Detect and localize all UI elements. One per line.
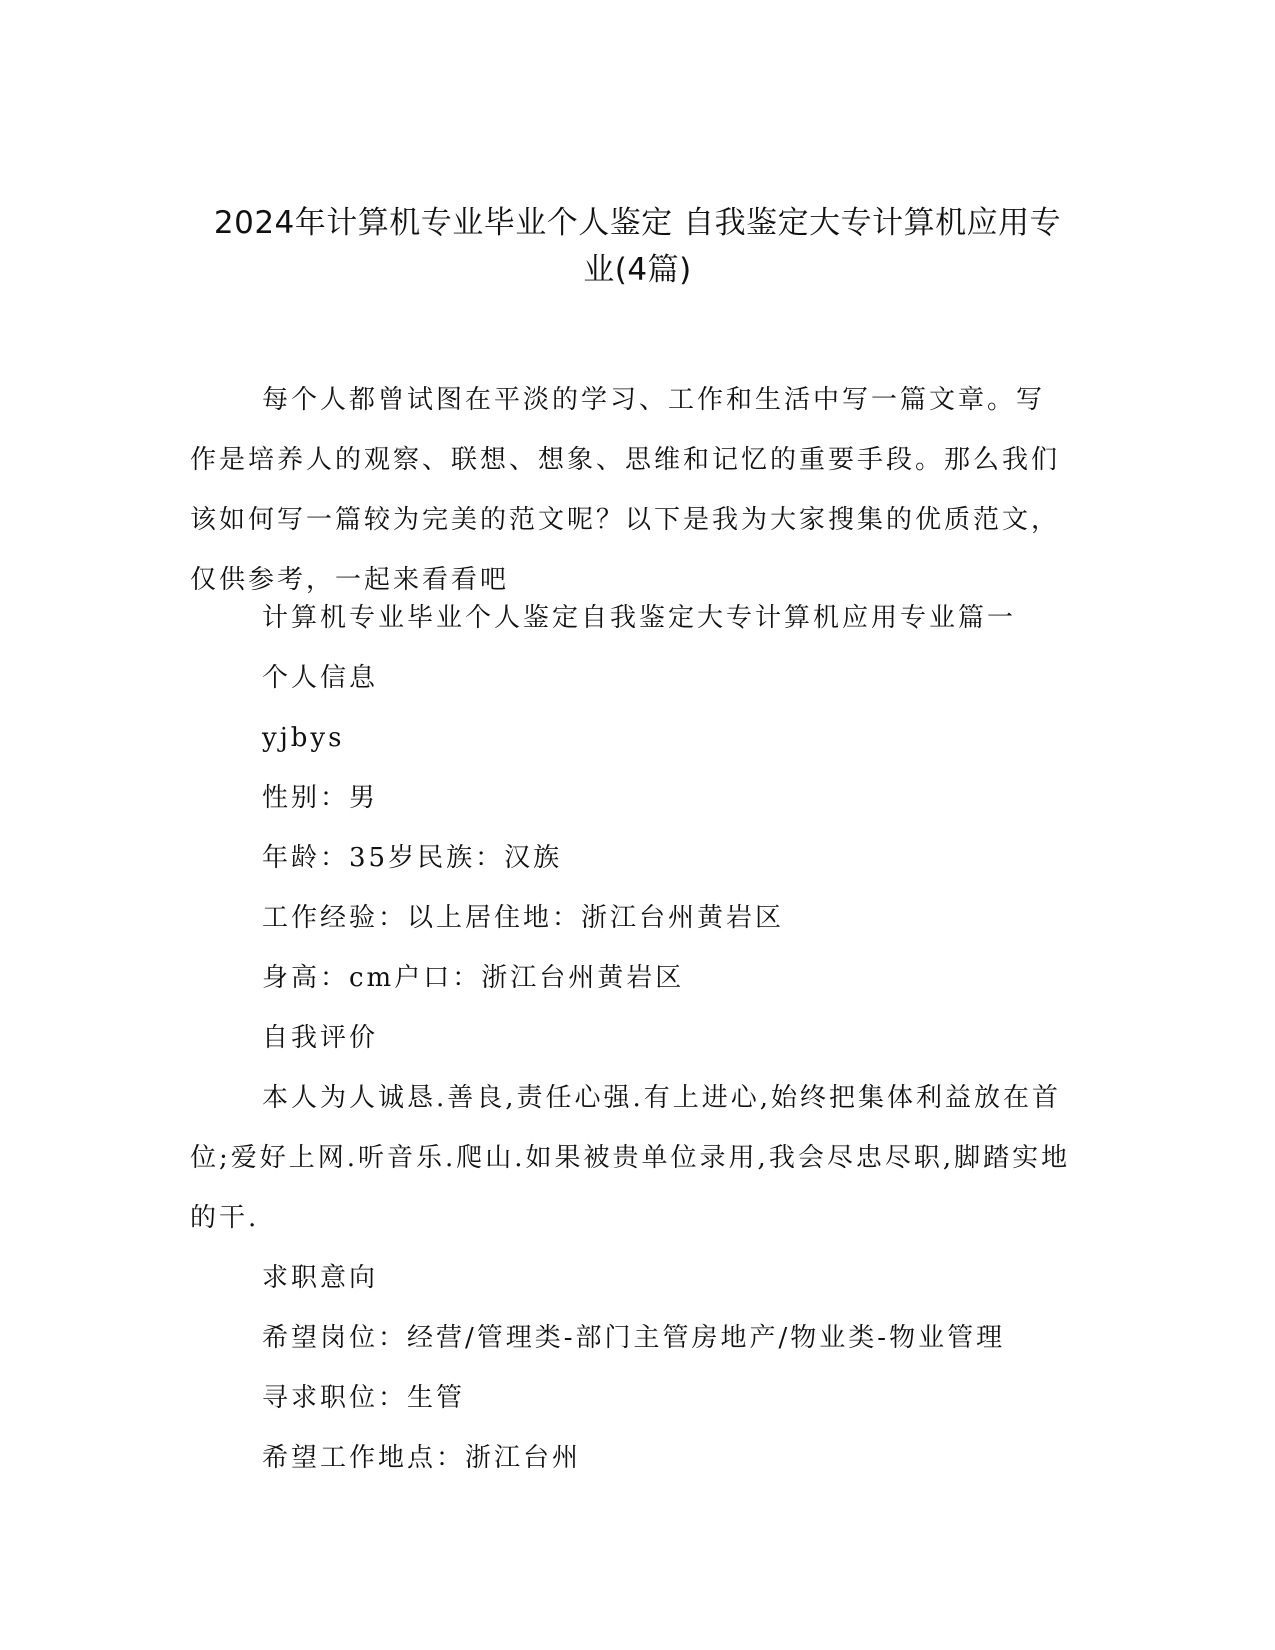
height-hukou-line: 身高：cm户口：浙江台州黄岩区 [262, 963, 685, 993]
desired-location-line: 希望工作地点：浙江台州 [262, 1443, 582, 1473]
experience-residence-line: 工作经验：以上居住地：浙江台州黄岩区 [262, 903, 785, 933]
self-evaluation-text: 本人为人诚恳.善良,责任心强.有上进心,始终把集体利益放在首位;爱好上网.听音乐.爬山.如果被贵单位录用,我会尽忠尽职,脚踏实地的干. [190, 1083, 1071, 1233]
personal-info-heading: 个人信息 [262, 663, 379, 693]
name-line: yjbys [262, 723, 345, 753]
gender-line: 性别：男 [262, 783, 379, 813]
document-title-line-1: 2024年计算机专业毕业个人鉴定 自我鉴定大专计算机应用专 [213, 205, 1062, 241]
seeking-position-line: 寻求职位：生管 [262, 1383, 466, 1413]
document-title [180, 200, 1095, 294]
document-body [190, 588, 1090, 1488]
desired-position-line: 希望岗位：经营/管理类-部门主管房地产/物业类-物业管理 [262, 1323, 1006, 1353]
job-intent-heading: 求职意向 [262, 1263, 379, 1293]
intro-paragraph: 每个人都曾试图在平淡的学习、工作和生活中写一篇文章。写作是培养人的观察、联想、想象、思维和记忆的重要手段。那么我们该如何写一篇较为完美的范文呢？以下是我为大家搜集的优质范文，仅供参考，一起来看看吧 [190, 385, 1061, 595]
age-ethnicity-line: 年龄：35岁民族：汉族 [262, 843, 563, 873]
document-title-line-2: 业(4篇) [583, 252, 692, 288]
section-heading: 计算机专业毕业个人鉴定自我鉴定大专计算机应用专业篇一 [262, 603, 1017, 633]
self-evaluation-heading: 自我评价 [262, 1023, 379, 1053]
